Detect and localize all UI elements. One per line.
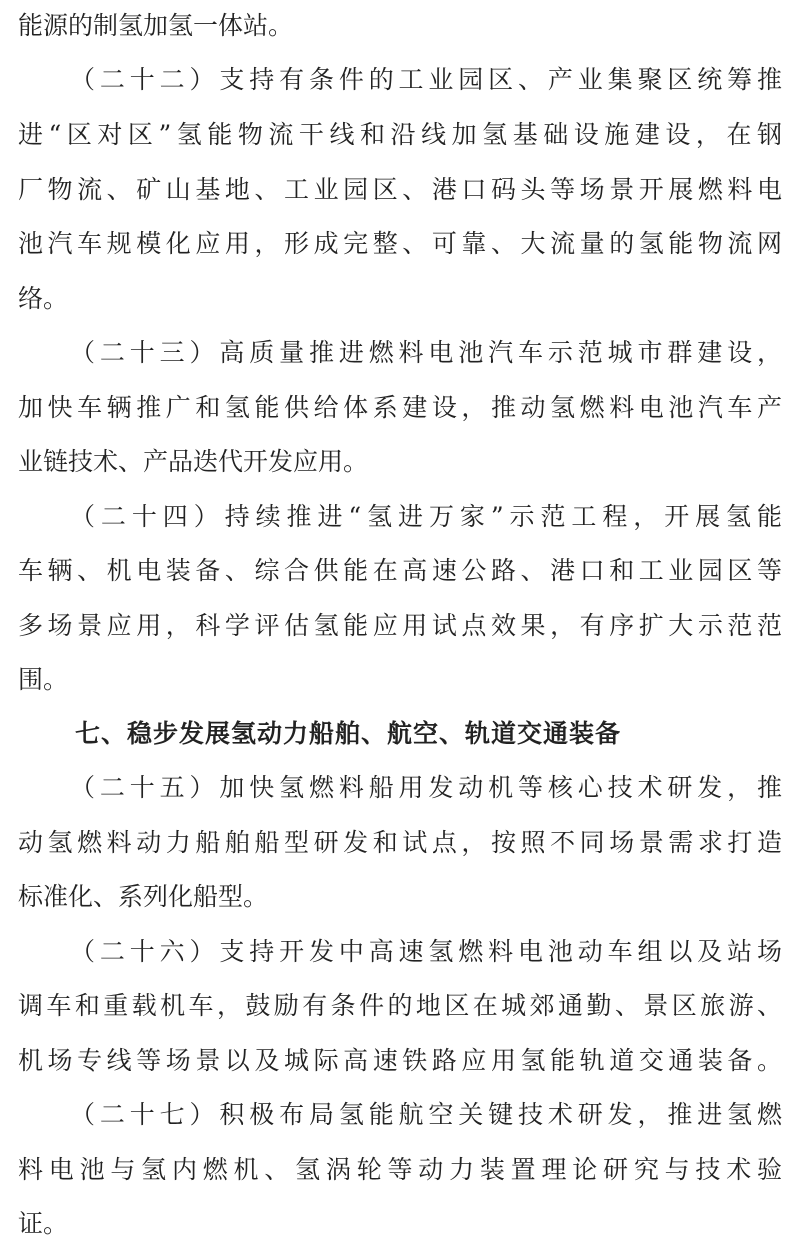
paragraph-22-line: 进“区对区”氢能物流干线和沿线加氢基础设施建设，在钢 xyxy=(18,120,782,149)
paragraph-23-line: 业链技术、产品迭代开发应用。 xyxy=(18,447,369,476)
paragraph-24-line: （二十四）持续推进“氢进万家”示范工程，开展氢能 xyxy=(70,502,782,531)
paragraph-23-line: （二十三）高质量推进燃料电池汽车示范城市群建设， xyxy=(70,338,782,367)
paragraph-24-line: 多场景应用，科学评估氢能应用试点效果，有序扩大示范范 xyxy=(18,611,782,640)
paragraph-22-line: 池汽车规模化应用，形成完整、可靠、大流量的氢能物流网 xyxy=(18,229,782,258)
paragraph-26-line: 调车和重载机车，鼓励有条件的地区在城郊通勤、景区旅游、 xyxy=(18,991,782,1020)
paragraph-25-line: 标准化、系列化船型。 xyxy=(18,882,269,911)
paragraph-22-line: 络。 xyxy=(18,284,69,313)
paragraph-27-line: 料电池与氢内燃机、氢涡轮等动力装置理论研究与技术验 xyxy=(18,1155,782,1184)
paragraph-24-line: 车辆、机电装备、综合供能在高速公路、港口和工业园区等 xyxy=(18,556,782,585)
paragraph-25-line: （二十五）加快氢燃料船用发动机等核心技术研发，推 xyxy=(70,773,782,802)
paragraph-23-line: 加快车辆推广和氢能供给体系建设，推动氢燃料电池汽车产 xyxy=(18,393,782,422)
paragraph-25-line: 动氢燃料动力船舶船型研发和试点，按照不同场景需求打造 xyxy=(18,828,782,857)
text-line: 能源的制氢加氢一体站。 xyxy=(18,11,294,40)
paragraph-22-line: 厂物流、矿山基地、工业园区、港口码头等场景开展燃料电 xyxy=(18,175,782,204)
section-heading: 七、稳步发展氢动力船舶、航空、轨道交通装备 xyxy=(75,719,622,748)
paragraph-26-line: （二十六）支持开发中高速氢燃料电池动车组以及站场 xyxy=(70,937,782,966)
paragraph-24-line: 围。 xyxy=(18,665,69,694)
paragraph-22-line: （二十二）支持有条件的工业园区、产业集聚区统筹推 xyxy=(70,65,782,94)
paragraph-26-line: 机场专线等场景以及城际高速铁路应用氢能轨道交通装备。 xyxy=(18,1046,782,1075)
paragraph-27-line: （二十七）积极布局氢能航空关键技术研发，推进氢燃 xyxy=(70,1100,782,1129)
paragraph-27-line: 证。 xyxy=(18,1209,69,1238)
